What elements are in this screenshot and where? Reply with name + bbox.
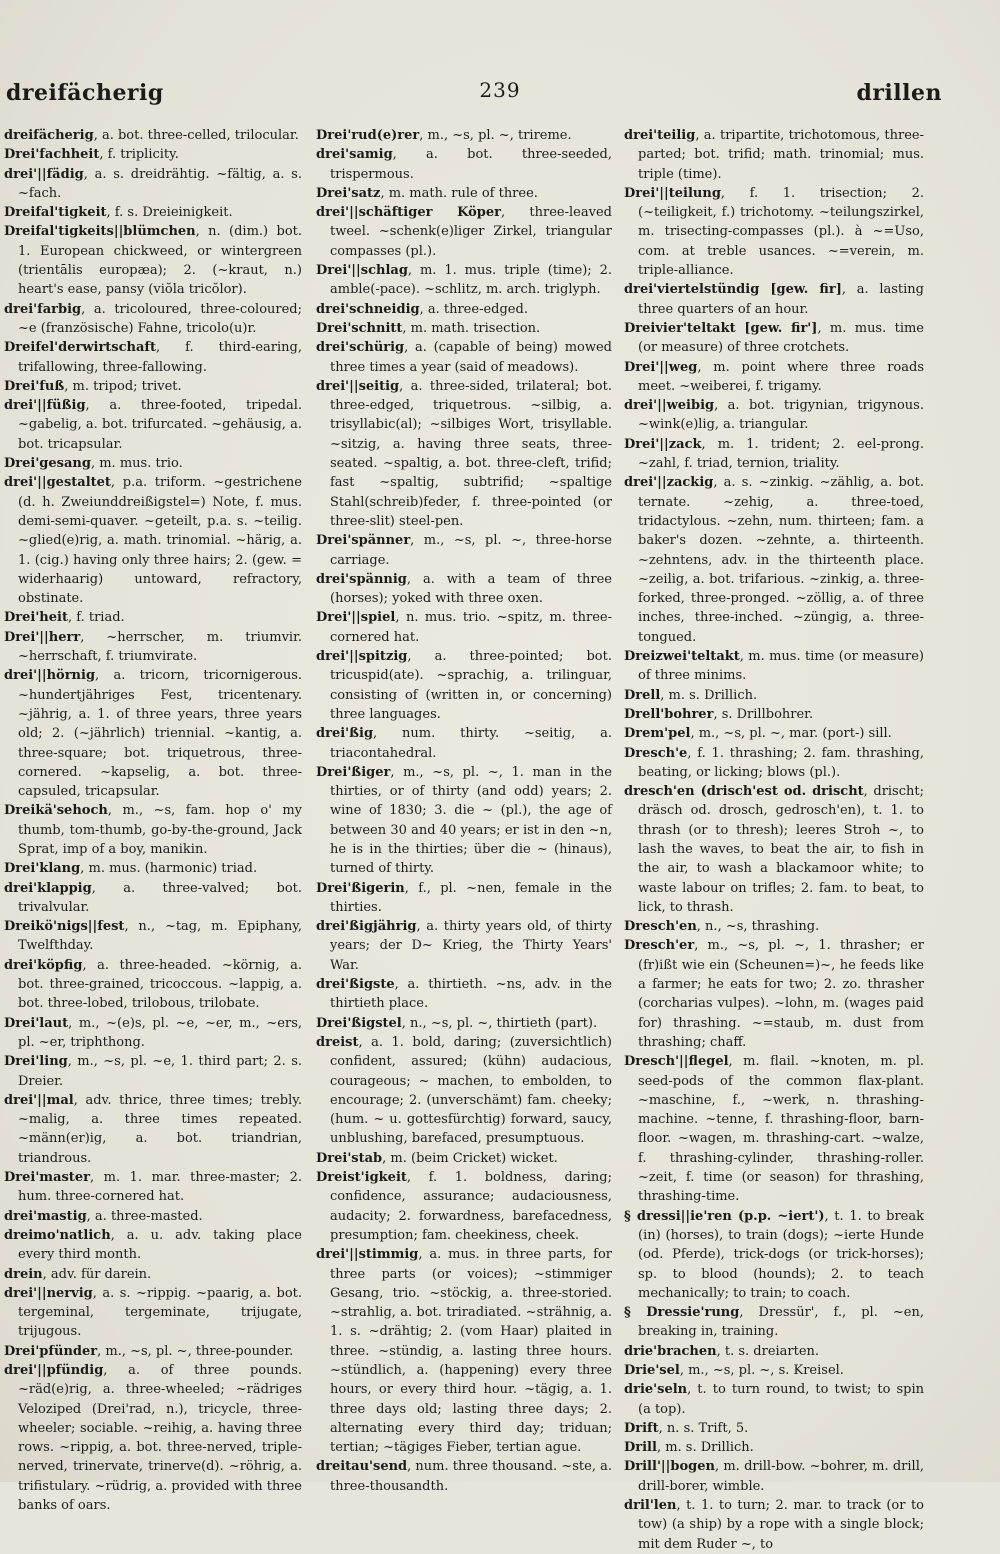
dictionary-entry: drei'köpfig, a. three-headed. ~körnig, a. bot. three-grained, tricoccous. ~lappig, a. bot. three-lobed, trilobous, trilobate. xyxy=(4,957,302,1012)
dictionary-entry: Drill, m. s. Drillich. xyxy=(624,1440,754,1456)
entry-headword: Drei'||zack xyxy=(624,436,702,452)
entry-headword: Drei'fuß xyxy=(4,378,65,394)
dictionary-entry: drie'seln, t. to turn round, to twist; to spin (a top). xyxy=(624,1382,924,1417)
dictionary-entry: Drei'pfünder, m., ~s, pl. ~, three-pounder. xyxy=(4,1343,294,1359)
dictionary-entry: drei'mastig, a. three-masted. xyxy=(4,1208,203,1224)
dictionary-entry: drei'||gestaltet, p.a. triform. ~gestrichene (d. h. Zweiunddreißigstel=) Note, f. mus. demi-semi-quaver. ~geteilt, p.a. s. ~teilig. ~glied(e)rig, a. math. trinomial. ~härig, a. 1. (cig.) having only three hairs; 2. (gew. = widerhaarig) untoward, refractory, obstinate. xyxy=(4,475,302,607)
entry-headword: drei'||schäftiger Köper xyxy=(316,205,502,221)
dictionary-entry: Drei'ling, m., ~s, pl. ~e, 1. third part; 2. s. Dreier. xyxy=(4,1054,302,1089)
entry-headword: Dresch'||flegel xyxy=(624,1054,729,1070)
dictionary-entry: dresch'en (drisch'est od. drischt, drischt; dräsch od. drosch, gedrosch'en), t. 1. to thrash (or to thresh); leeres Stroh ~, to lash the waves, to beat the air, to fish in the air, to wash a blackamoor white; to waste labour on trifles; 2. fam. to beat, to lick, to thrash. xyxy=(624,784,924,915)
entry-headword: drei'ßig xyxy=(316,726,374,742)
entry-headword: drei'||hörnig xyxy=(4,668,96,684)
dictionary-entry: Drei'heit, f. triad. xyxy=(4,610,125,626)
entry-headword: drei'||gestaltet xyxy=(4,475,111,491)
entry-headword: Dreifel'derwirtschaft xyxy=(4,340,157,356)
dictionary-entry: Drell'bohrer, s. Drillbohrer. xyxy=(624,706,814,722)
entry-headword: drei'ßigjährig xyxy=(316,919,417,935)
dictionary-entry: Drei'master, m. 1. mar. three-master; 2. hum. three-cornered hat. xyxy=(4,1170,302,1205)
entry-headword: Drei'rud(e)rer xyxy=(316,128,420,143)
dictionary-entry: Dresch'er, m., ~s, pl. ~, 1. thrasher; er (fr)ißt wie ein (Scheunen=)~, he feeds like a farmer; he eats for two; 2. zo. thrasher (corcharias vulpes). ~lohn, m. (wages paid for) thrashing. ~=staub, m. dust from thrashing; chaff. xyxy=(624,938,924,1050)
entry-headword: Drill'||bogen xyxy=(624,1459,715,1475)
entry-headword: drei'samig xyxy=(316,147,393,163)
entry-headword: drei'ßigste xyxy=(316,977,395,993)
running-head-right: drillen xyxy=(856,80,942,106)
dictionary-entry: § Dressie'rung, Dressür', f., pl. ~en, breaking in, training. xyxy=(624,1305,924,1340)
dictionary-entry: Drem'pel, m., ~s, pl. ~, mar. (port-) sill. xyxy=(624,726,892,742)
dictionary-entry: drei'ßigjährig, a. thirty years old, of thirty years; der D~ Krieg, the Thirty Years' War. xyxy=(316,919,612,973)
entry-headword: Drei'gesang xyxy=(4,456,91,472)
entry-headword: Drell'bohrer xyxy=(624,706,714,722)
entry-headword: drei'||weibig xyxy=(624,398,715,414)
dictionary-entry: drei'||weibig, a. bot. trigynian, trigynous. ~wink(e)lig, a. triangular. xyxy=(624,398,924,433)
entry-headword: Drei'ßigerin xyxy=(316,880,405,896)
dictionary-entry: Dresch'e, f. 1. thrashing; 2. fam. thrashing, beating, or licking; blows (pl.). xyxy=(624,745,924,780)
entry-headword: Drei'||spiel xyxy=(316,610,396,626)
entry-headword: Drei'ßigstel xyxy=(316,1015,402,1031)
dictionary-entry: Drei'fachheit, f. triplicity. xyxy=(4,147,179,163)
entry-headword: dreimo'natlich xyxy=(4,1227,111,1243)
entry-headword: dresch'en (drisch'est od. drischt xyxy=(624,784,864,800)
column-right xyxy=(624,126,924,1552)
entry-headword: Drei'satz xyxy=(316,185,381,201)
dictionary-entry: drei'farbig, a. tricoloured, three-coloured; ~e (französische) Fahne, tricolo(u)r. xyxy=(4,301,302,336)
dictionary-entry: Drei'rud(e)rer, m., ~s, pl. ~, trireme. xyxy=(316,128,572,143)
entry-headword: drei'||zackig xyxy=(624,475,714,491)
entry-headword: dreitau'send xyxy=(316,1459,408,1475)
dictionary-entry: Drei'spänner, m., ~s, pl. ~, three-horse carriage. xyxy=(316,533,612,568)
entry-headword: drei'||seitig xyxy=(316,378,400,394)
dictionary-entry: Drei'||herr, ~herrscher, m. triumvir. ~herrschaft, f. triumvirate. xyxy=(4,629,302,665)
dictionary-entry: drei'spännig, a. with a team of three (horses); yoked with three oxen. xyxy=(316,571,612,607)
dictionary-entry: Drei'||schlag, m. 1. mus. triple (time); 2. amble(-pace). ~schlitz, m. arch. triglyph. xyxy=(316,263,612,298)
entry-headword: Dreikä'sehoch xyxy=(4,803,108,819)
entry-headword: Drei'||teilung xyxy=(624,185,721,201)
entry-headword: Dreikö'nigs||fest xyxy=(4,919,125,935)
dictionary-entry: drein, adv. für darein. xyxy=(4,1266,152,1282)
entry-headword: Dreist'igkeit xyxy=(316,1170,407,1186)
dictionary-entry: Drie'sel, m., ~s, pl. ~, s. Kreisel. xyxy=(624,1363,844,1378)
entry-headword: drie'seln xyxy=(624,1382,688,1398)
entry-headword: Drei'||schlag xyxy=(316,263,408,279)
dictionary-entry: Drei'satz, m. math. rule of three. xyxy=(316,185,538,201)
entry-headword: Drei'||weg xyxy=(624,359,698,375)
dictionary-entry: drei'||seitig, a. three-sided, trilateral; bot. three-edged, triquetrous. ~silbig, a. trisyllabic(al); ~silbiges Wort, trisyllable. ~sitzig, a. having three seats, three-seated. ~spaltig, a. bot. three-cleft, trifid; fast ~spaltig, subtrifid; ~spaltige Stahl(schreib)feder, f. three-pointed (or three-slit) steel-pen. xyxy=(316,378,612,529)
entry-headword: drei'||spitzig xyxy=(316,649,408,665)
entry-headword: drei'schneidig xyxy=(316,301,420,317)
entry-headword: Drei'||herr xyxy=(4,629,81,645)
dictionary-entry: Drei'||spiel, n. mus. trio. ~spitz, m. three-cornered hat. xyxy=(316,610,612,645)
entry-headword: Drem'pel xyxy=(624,726,691,742)
dictionary-entry: Drei'laut, m., ~(e)s, pl. ~e, ~er, m., ~ers, pl. ~er, triphthong. xyxy=(4,1015,302,1050)
dictionary-entry: drei'viertelstündig [gew. fir], a. lasting three quarters of an hour. xyxy=(624,282,924,317)
entry-headword: Dreizwei'teltakt xyxy=(624,649,740,665)
dictionary-entry: drei'klappig, a. three-valved; bot. trivalvular. xyxy=(4,880,302,915)
dictionary-entry: Dreizwei'teltakt, m. mus. time (or measure) of three minims. xyxy=(624,649,924,684)
entry-headword: drei'farbig xyxy=(4,301,82,317)
dictionary-entry: dreimo'natlich, a. u. adv. taking place every third month. xyxy=(4,1227,302,1263)
entry-headword: drein xyxy=(4,1266,43,1282)
entry-headword: drei'||stimmig xyxy=(316,1247,419,1263)
entry-headword: drei'||nervig xyxy=(4,1285,93,1301)
entry-headword: Dreifal'tigkeit xyxy=(4,205,107,221)
entry-headword: drei'mastig xyxy=(4,1208,87,1224)
dictionary-entry: Drei'fuß, m. tripod; trivet. xyxy=(4,378,182,394)
dictionary-entry: Drei'ßiger, m., ~s, pl. ~, 1. man in the thirties, or of thirty (and odd) years; 2. wine of 1830; 3. die ~ (pl.), the age of between 30 and 40 years; er ist in den ~n, he is in the thirties; über die ~ (hinaus), turned of thirty. xyxy=(316,764,612,877)
dictionary-entry: drei'||pfündig, a. of three pounds. ~räd(e)rig, a. three-wheeled; ~rädriges Veloziped (Drei'rad, n.), tricycle, three-wheeler; sociable. ~reihig, a. having three rows. ~rippig, a. bot. three-nerved, triple-nerved, trinervate, trinerve(d). ~röhrig, a. trifistulary. ~rüdrig, a. provided with three banks of oars. xyxy=(4,1363,302,1514)
entry-headword: drei'spännig xyxy=(316,571,407,587)
dictionary-columns xyxy=(4,126,924,1552)
entry-headword: Drei'spänner xyxy=(316,533,411,549)
dictionary-entry: drei'||stimmig, a. mus. in three parts, for three parts (or voices); ~stimmiger Gesang, trio. ~stöckig, a. three-storied. ~strahlig, a. bot. triradiated. ~strähnig, a. 1. s. ~drähtig; 2. (vom Haar) plaited in three. ~stündig, a. lasting three hours. ~stündlich, a. (happening) every three hours, or every third hour. ~tägig, a. 1. three days old; lasting three days; 2. alternating every third day; triduan; tertian; ~tägiges Fieber, tertian ague. xyxy=(316,1247,612,1456)
dictionary-entry: drei'||hörnig, a. tricorn, tricornigerous. ~hundertjähriges Fest, tricentenary. ~jährig, a. 1. of three years, three years old; 2. (~jährlich) triennial. ~kantig, a. three-square; bot. triquetrous, three-cornered. ~kapselig, a. bot. three-capsuled, tricapsular. xyxy=(4,668,302,800)
dictionary-entry: § dressi||ie'ren (p.p. ~iert'), t. 1. to break (in) (horses), to train (dogs); ~ierte Hunde (od. Pferde), trick-dogs (or trick-horses); sp. to blood (hounds); 2. to teach mechanically; to train; to coach. xyxy=(624,1208,924,1301)
dictionary-entry: Dreifel'derwirtschaft, f. third-earing, trifallowing, three-fallowing. xyxy=(4,340,302,375)
entry-headword: Drei'ßiger xyxy=(316,764,391,780)
dictionary-entry: drei'||nervig, a. s. ~rippig. ~paarig, a. bot. tergeminal, tergeminate, trijugate, trijugous. xyxy=(4,1285,302,1340)
dictionary-entry: drie'brachen, t. s. dreiarten. xyxy=(624,1343,820,1359)
dictionary-entry: drei'||fädig, a. s. dreidrähtig. ~fältig, a. s. ~fach. xyxy=(4,166,302,201)
entry-headword: Drei'pfünder xyxy=(4,1343,98,1359)
entry-headword: drei'klappig xyxy=(4,880,92,896)
dictionary-entry: drei'schürig, a. (capable of being) mowed three times a year (said of meadows). xyxy=(316,340,612,375)
dictionary-entry: Dreikä'sehoch, m., ~s, fam. hop o' my thumb, tom-thumb, go-by-the-ground, Jack Sprat, imp of a boy, manikin. xyxy=(4,803,302,857)
dictionary-entry: drei'samig, a. bot. three-seeded, trispermous. xyxy=(316,147,612,182)
dictionary-entry: dril'len, t. 1. to turn; 2. mar. to track (or to tow) (a ship) by a rope with a single block; mit dem Ruder ~, to xyxy=(624,1498,924,1552)
dictionary-entry: drei'||mal, adv. thrice, three times; trebly. ~malig, a. three times repeated. ~männ(er)ig, a. bot. triandrian, triandrous. xyxy=(4,1092,302,1166)
column-left xyxy=(4,126,302,1514)
dictionary-entry: Drei'||weg, m. point where three roads meet. ~weiberei, f. trigamy. xyxy=(624,359,924,394)
dictionary-entry: Dreifal'tigkeit, f. s. Dreieinigkeit. xyxy=(4,205,233,221)
entry-headword: drei'||fädig xyxy=(4,166,84,182)
dictionary-entry: Drei'||teilung, f. 1. trisection; 2. (~teiligkeit, f.) trichotomy. ~teilungszirkel, m. trisecting-compasses (pl.). à ~=Uso, com. at treble usances. ~=verein, m. triple-alliance. xyxy=(624,185,924,279)
dictionary-entry: Dreist'igkeit, f. 1. boldness, daring; confidence, assurance; audaciousness, audacity; 2. forwardness, barefacedness, presumption; fam. cheekiness, cheek. xyxy=(316,1170,612,1243)
entry-headword: Drei'laut xyxy=(4,1015,69,1031)
dictionary-entry: drei'||spitzig, a. three-pointed; bot. tricuspid(ate). ~sprachig, a. trilinguar, consisting of (written in, or concerning) three languages. xyxy=(316,649,612,722)
dictionary-entry: drei'ßigste, a. thirtieth. ~ns, adv. in the thirtieth place. xyxy=(316,977,612,1012)
entry-headword: dreist xyxy=(316,1034,359,1050)
entry-headword: drei'köpfig xyxy=(4,957,83,973)
dictionary-entry: dreifächerig, a. bot. three-celled, trilocular. xyxy=(4,128,299,143)
dictionary-entry: Dreifal'tigkeits||blümchen, n. (dim.) bot. 1. European chickweed, or wintergreen (trientālis europæa); 2. (~kraut, n.) heart's ease, pansy (viŏla tricŏlor). xyxy=(4,224,302,298)
entry-headword: Drell xyxy=(624,687,661,703)
dictionary-entry: Dreikö'nigs||fest, n., ~tag, m. Epiphany, Twelfthday. xyxy=(4,919,302,954)
entry-headword: Dreivier'teltakt [gew. fir'] xyxy=(624,320,818,336)
dictionary-entry: drei'||schäftiger Köper, three-leaved tweel. ~schenk(e)liger Zirkel, triangular compasses (pl.). xyxy=(316,205,612,259)
entry-headword: § Dressie'rung xyxy=(624,1305,740,1321)
page-number: 239 xyxy=(479,78,521,102)
dictionary-entry: Dreivier'teltakt [gew. fir'], m. mus. time (or measure) of three crotchets. xyxy=(624,320,924,356)
dictionary-entry: drei'||zackig, a. s. ~zinkig. ~zählig, a. bot. ternate. ~zehig, a. three-toed, tridactylous. ~zehn, num. thirteen; fam. a baker's dozen. ~zehnte, a. thirteenth. ~zehntens, adv. in the thirteenth place. ~zeilig, a. bot. trifarious. ~zinkig, a. three-forked, three-pronged. ~zöllig, a. of three inches, three-inched. ~züngig, a. three-tongued. xyxy=(624,475,924,645)
dictionary-entry: Drei'gesang, m. mus. trio. xyxy=(4,456,183,472)
entry-headword: drei'||füßig xyxy=(4,398,86,414)
dictionary-entry: Drell, m. s. Drillich. xyxy=(624,687,758,703)
entry-headword: drei'||pfündig xyxy=(4,1363,104,1378)
dictionary-entry: Dresch'||flegel, m. flail. ~knoten, m. pl. seed-pods of the common flax-plant. ~maschine, f., ~werk, n. thrashing-machine. ~tenne, f. thrashing-floor, barn-floor. ~wagen, m. thrashing-cart. ~walze, f. thrashing-cylinder, thrashing-roller. ~zeit, f. time (or season) for thrashing, thrashing-time. xyxy=(624,1054,924,1205)
entry-headword: Drei'schnitt xyxy=(316,320,403,336)
entry-headword: Drift xyxy=(624,1420,659,1436)
entry-headword: Drie'sel xyxy=(624,1363,680,1378)
entry-headword: Dresch'e xyxy=(624,745,688,761)
entry-headword: drie'brachen xyxy=(624,1343,717,1359)
dictionary-entry: drei'ßig, num. thirty. ~seitig, a. triacontahedral. xyxy=(316,726,612,761)
entry-headword: dril'len xyxy=(624,1498,677,1514)
entry-headword: Drei'stab xyxy=(316,1150,383,1166)
entry-headword: drei'teilig xyxy=(624,128,696,143)
entry-headword: drei'||mal xyxy=(4,1092,74,1108)
dictionary-entry: Drei'schnitt, m. math. trisection. xyxy=(316,320,541,336)
entry-headword: § dressi||ie'ren (p.p. ~iert') xyxy=(624,1208,825,1224)
column-middle xyxy=(316,126,612,1494)
entry-headword: dreifächerig xyxy=(4,128,94,143)
dictionary-entry: drei'schneidig, a. three-edged. xyxy=(316,301,528,317)
entry-headword: Drei'klang xyxy=(4,861,81,877)
entry-headword: Drei'master xyxy=(4,1170,90,1186)
dictionary-entry: drei'teilig, a. tripartite, trichotomous, three-parted; bot. trifid; math. trinomial; mus. triple (time). xyxy=(624,128,924,182)
entry-headword: Drei'ling xyxy=(4,1054,68,1070)
dictionary-entry: Drill'||bogen, m. drill-bow. ~bohrer, m. drill, drill-borer, wimble. xyxy=(624,1459,924,1494)
dictionary-entry: Drei'||zack, m. 1. trident; 2. eel-prong. ~zahl, f. triad, ternion, triality. xyxy=(624,436,924,472)
entry-headword: drei'viertelstündig [gew. fir] xyxy=(624,282,842,298)
entry-headword: drei'schürig xyxy=(316,340,405,356)
dictionary-entry: drei'||füßig, a. three-footed, tripedal. ~gabelig, a. bot. trifurcated. ~gehäusig, a. bot. tricapsular. xyxy=(4,398,302,452)
entry-headword: Drill xyxy=(624,1440,657,1456)
entry-headword: Dresch'en xyxy=(624,919,697,935)
dictionary-entry: Drift, n. s. Trift, 5. xyxy=(624,1420,749,1436)
dictionary-entry: Drei'ßigerin, f., pl. ~nen, female in the thirties. xyxy=(316,880,612,915)
dictionary-entry: dreitau'send, num. three thousand. ~ste, a. three-thousandth. xyxy=(316,1459,612,1494)
running-head-left: dreifächerig xyxy=(6,80,164,106)
dictionary-entry: Drei'ßigstel, n., ~s, pl. ~, thirtieth (part). xyxy=(316,1015,598,1031)
dictionary-entry: dreist, a. 1. bold, daring; (zuversichtlich) confident, assured; (kühn) audacious, courageous; ~ machen, to embolden, to encourage; 2. (unverschämt) fam. cheeky; (hum. ~ u. gottesfürchtig) forward, saucy, unblushing, barefaced, presumptuous. xyxy=(316,1034,612,1147)
entry-headword: Drei'heit xyxy=(4,610,68,626)
entry-headword: Drei'fachheit xyxy=(4,147,100,163)
dictionary-entry: Drei'klang, m. mus. (harmonic) triad. xyxy=(4,861,258,877)
entry-headword: Dresch'er xyxy=(624,938,695,954)
entry-headword: Dreifal'tigkeits||blümchen xyxy=(4,224,196,240)
dictionary-entry: Dresch'en, n., ~s, thrashing. xyxy=(624,919,820,935)
dictionary-entry: Drei'stab, m. (beim Cricket) wicket. xyxy=(316,1150,558,1166)
